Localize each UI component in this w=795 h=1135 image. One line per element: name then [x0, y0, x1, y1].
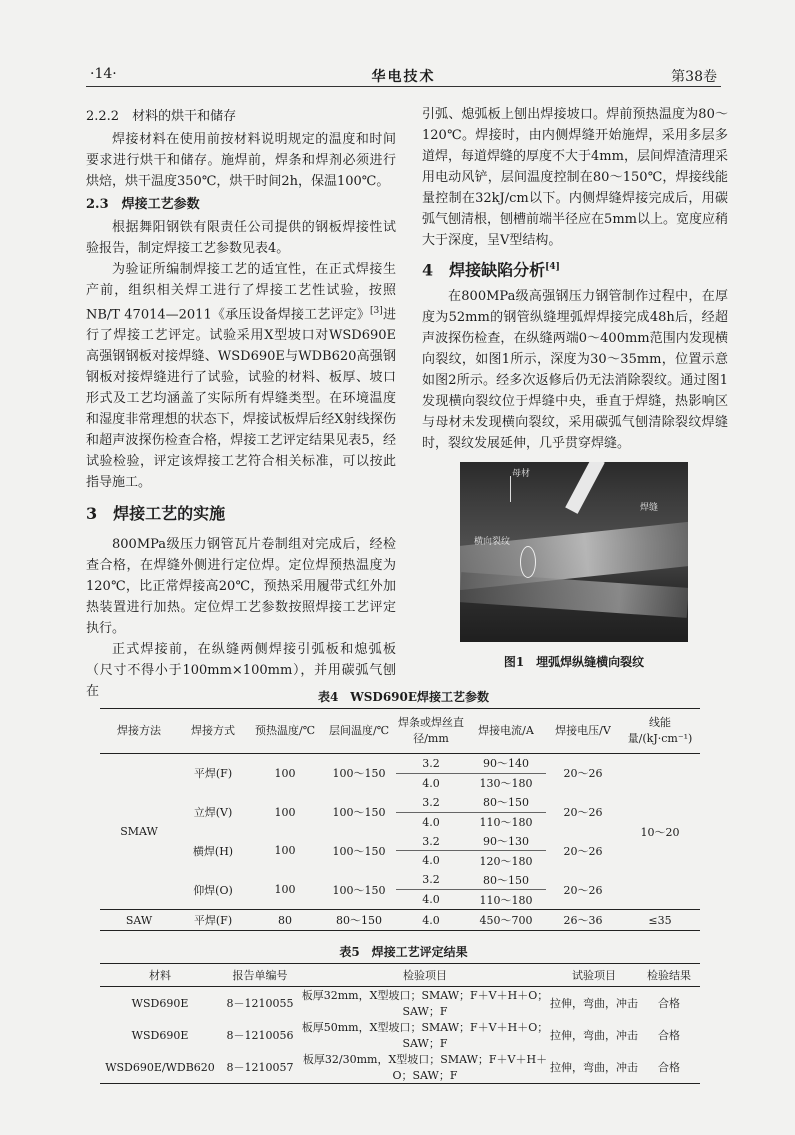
table-header: 焊条或焊丝直径/mm: [396, 709, 466, 754]
table-cell: 板厚32mm，X型坡口；SMAW；F＋V＋H＋O；SAW；F: [301, 989, 549, 1018]
table-cell: SMAW: [120, 825, 158, 839]
paragraph: 引弧、熄弧板上刨出焊接坡口。焊前预热温度为80～120℃。焊接时，由内侧焊缝开始施焊，采用多层多道焊，每道焊缝的厚度不大于4mm，层间焊渣清理采用电动风铲，层间温度控制在80～150℃，焊接线能量控制在32kJ/cm以下。内侧焊缝焊接完成后，用碳弧气刨清根，刨槽前端半径应在5mm以上。宽度应稍大于深度，呈V型结构。: [422, 107, 728, 248]
table-cell: 4.0: [396, 910, 466, 931]
table-header: 焊接电压/V: [546, 709, 620, 754]
table-cell: 拉伸，弯曲，冲击: [550, 1061, 638, 1074]
section-heading-2-3: 2.3 焊接工艺参数: [86, 197, 200, 212]
table-cell: 100～150: [332, 883, 386, 897]
paragraph: 在800MPa级高强钢压力钢管制作过程中，在厚度为52mm的钢管纵缝埋弧焊焊接完成48h后，经超声波探伤检查，在纵缝两端0～400mm范围内发现横向裂纹，如图1所示，深度为30～35mm，位置示意如图2所示。经多次返修后仍无法消除裂纹。通过图1发现横向裂纹位于焊缝中央，垂直于焊缝，热影响区与母材未发现横向裂纹，采用碳弧气刨清除裂纹焊缝时，裂纹发展延伸，几乎贯穿焊缝。: [422, 289, 728, 452]
table-header: 材料: [100, 964, 220, 987]
table-cell: 110～180: [479, 816, 533, 830]
section-heading-4: [422, 257, 728, 280]
table-cell: SAW: [100, 910, 178, 931]
table-row: [100, 910, 700, 931]
probe-highlight: [565, 462, 605, 514]
table-cell: 4.0: [422, 854, 440, 868]
table-header: 线能量/(kJ·cm⁻¹): [620, 709, 700, 754]
table-row: [100, 870, 700, 889]
table-cell: 20～26: [563, 767, 603, 781]
table-row: [100, 832, 700, 851]
table-4: [100, 708, 700, 931]
table-cell: 3.2: [396, 832, 466, 851]
table-cell: 90～140: [466, 754, 546, 774]
table-cell: 80～150: [322, 910, 396, 931]
table-cell: 平焊(F): [193, 767, 233, 781]
table-cell: 3.2: [396, 754, 466, 774]
journal-title: 华电技术: [371, 69, 436, 85]
table-row: [100, 1051, 700, 1084]
paragraph: 800MPa级压力钢管瓦片卷制组对完成后，经检查合格，在焊缝外侧进行定位焊。定位焊预热温度为120℃，比正常焊接高20℃，预热采用履带式红外加热装置进行加热。定位焊工艺参数按照焊接工艺评定执行。: [86, 537, 396, 637]
table-cell: WSD690E/WDB620: [105, 1060, 215, 1074]
table-header: 预热温度/℃: [248, 709, 322, 754]
table-5: [100, 963, 700, 1084]
figure-label-crack: 横向裂纹: [474, 537, 511, 547]
table-cell: 26～36: [546, 910, 620, 931]
heading-text: 4 焊接缺陷分析: [422, 260, 546, 280]
table-cell: 8－1210055: [226, 997, 294, 1010]
table-cell: 80～150: [466, 793, 546, 812]
table-cell: 4.0: [422, 776, 440, 790]
table-cell: 4.0: [422, 893, 440, 907]
table-5-caption: 表5 焊接工艺评定结果: [339, 945, 468, 959]
table-row: [100, 793, 700, 812]
paragraph: [86, 259, 396, 493]
table-cell: ≤35: [620, 910, 700, 931]
table-cell: 120～180: [479, 854, 533, 868]
crack-marker-ellipse: [520, 546, 536, 578]
table-header: 焊接方法: [100, 709, 178, 754]
figure-label-weld: 焊缝: [640, 503, 659, 513]
table-cell: 100～150: [332, 844, 386, 858]
table-cell: 仰焊(O): [193, 883, 233, 897]
table-cell: 3.2: [396, 870, 466, 889]
table-cell: 3.2: [396, 793, 466, 812]
table-cell: 平焊(F): [178, 910, 248, 931]
table-cell: 100～150: [332, 806, 386, 820]
table-header: 焊接电流/A: [466, 709, 546, 754]
table-cell: WSD690E: [131, 1028, 189, 1042]
section-heading-3: 3 焊接工艺的实施: [86, 504, 226, 524]
table-cell: 20～26: [563, 883, 603, 897]
table-cell: 拉伸，弯曲，冲击: [550, 997, 638, 1010]
section-heading-2-2-2: 2.2.2 材料的烘干和储存: [86, 109, 237, 124]
table-header: 试验项目: [550, 964, 638, 987]
table-cell: 130～180: [479, 777, 533, 791]
paragraph: 焊接材料在使用前按材料说明规定的温度和时间要求进行烘干和储存。施焊前，焊条和焊剂必须进行烘焙，烘干温度350℃，烘干时间2h，保温100℃。: [86, 132, 396, 189]
table-cell: 80～150: [466, 870, 546, 889]
table-cell: 板厚50mm，X型坡口；SMAW；F＋V＋H＋O；SAW；F: [301, 1021, 549, 1050]
paragraph: 正式焊接前，在纵缝两侧焊接引弧板和熄弧板（尺寸不得小于100mm×100mm），并用碳弧气刨在: [86, 642, 396, 700]
table-header: 层间温度/℃: [322, 709, 396, 754]
table-cell: 合格: [658, 1061, 680, 1074]
table-header: 报告单编号: [220, 964, 300, 987]
table-row: [100, 1019, 700, 1051]
table-header: 检验结果: [638, 964, 700, 987]
left-column: [86, 104, 396, 702]
page-number: ·14·: [90, 66, 117, 82]
table-cell: 90～130: [466, 832, 546, 851]
table-cell: 100～150: [332, 767, 386, 781]
paragraph-text: 为验证所编制焊接工艺的适宜性，在正式焊接生产前，组织相关焊工进行了焊接工艺性试验，按照NB/T 47014—2011《承压设备焊接工艺评定》: [86, 262, 396, 323]
page-header: [86, 62, 721, 87]
table-4-caption: 表4 WSD690E焊接工艺参数: [317, 690, 490, 704]
table-cell: 80: [248, 910, 322, 931]
table-row: [100, 987, 700, 1020]
table-cell: 10～20: [640, 825, 680, 839]
table-cell: 4.0: [422, 815, 440, 829]
label-leader-line: [510, 476, 511, 502]
table-cell: 100: [274, 844, 296, 858]
table-cell: 8－1210057: [226, 1061, 294, 1074]
figure-1-caption: 图1 埋弧焊纵缝横向裂纹: [503, 655, 645, 669]
right-column: [422, 104, 728, 454]
table-cell: 20～26: [563, 806, 603, 820]
table-cell: 100: [274, 883, 296, 897]
table-header: 焊接方式: [178, 709, 248, 754]
table-cell: 横焊(H): [192, 844, 234, 858]
table-cell: WSD690E: [131, 996, 189, 1010]
table-row: [100, 754, 700, 774]
citation-ref[interactable]: [3]: [370, 306, 383, 316]
weld-band-lower: [460, 572, 688, 618]
figure-1-photo: [460, 462, 688, 642]
table-cell: 20～26: [563, 844, 603, 858]
table-cell: 拉伸，弯曲，冲击: [550, 1029, 638, 1042]
paragraph-text: 进行了焊接工艺评定。试验采用X型坡口对WSD690E高强钢钢板对接焊缝、WSD690E与WDB620高强钢钢板对接焊缝进行了试验，试验的材料、板厚、坡口形式及工艺均涵盖了实际所有焊缝类型。在环境温度和湿度非常理想的状态下，焊接试板焊后经X射线探伤和超声波探伤检查合格，焊接工艺评定结果见表5，经试验检验，评定该焊接工艺符合相关标准，可以按此指导施工。: [86, 307, 396, 491]
table-cell: 立焊(V): [193, 806, 233, 820]
table-header: 检验项目: [300, 964, 550, 987]
table-cell: 450～700: [466, 910, 546, 931]
table-cell: 板厚32/30mm，X型坡口；SMAW；F＋V＋H＋O；SAW；F: [302, 1053, 548, 1082]
table-cell: 100: [274, 766, 296, 780]
table-cell: 合格: [658, 1029, 680, 1042]
figure-label-base-metal: 母材: [512, 469, 531, 479]
table-cell: 合格: [658, 997, 680, 1010]
volume-label: 第38卷: [671, 69, 717, 85]
table-cell: 100: [274, 805, 296, 819]
table-cell: 8－1210056: [226, 1029, 294, 1042]
citation-ref[interactable]: [4]: [545, 262, 560, 272]
paragraph: 根据舞阳钢铁有限责任公司提供的钢板焊接性试验报告，制定焊接工艺参数见表4。: [86, 220, 396, 256]
table-cell: 110～180: [479, 893, 533, 907]
